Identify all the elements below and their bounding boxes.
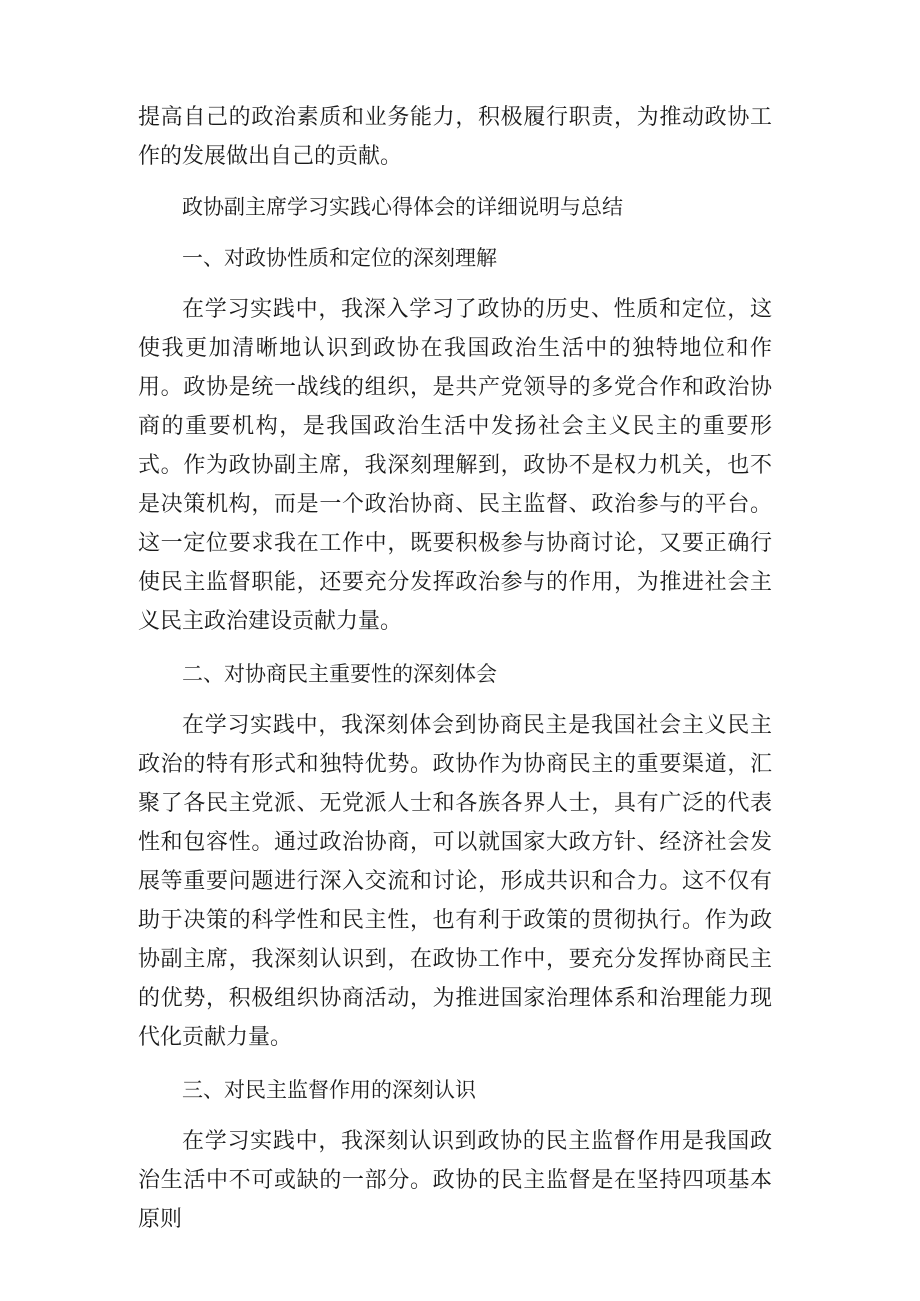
section-heading-2: 二、对协商民主重要性的深刻体会 <box>182 662 497 686</box>
document-page <box>138 98 772 1239</box>
section-body-1: 在学习实践中，我深入学习了政协的历史、性质和定位，这使我更加清晰地认识到政协在我国政治生活中的独特地位和作用。政协是统一战线的组织，是共产党领导的多党合作和政治协商的重要机构，是我国政治生活中发扬社会主义民主的重要形式。作为政协副主席，我深刻理解到，政协不是权力机关，也不是决策机构，而是一个政治协商、民主监督、政治参与的平台。这一定位要求我在工作中，既要积极参与协商讨论，又要正确行使民主监督职能，还要充分发挥政治参与的作用，为推进社会主义民主政治建设贡献力量。 <box>138 297 772 634</box>
section-body-2: 在学习实践中，我深刻体会到协商民主是我国社会主义民主政治的特有形式和独特优势。政协作为协商民主的重要渠道，汇聚了各民主党派、无党派人士和各族各界人士，具有广泛的代表性和包容性。通过政治协商，可以就国家大政方针、经济社会发展等重要问题进行深入交流和讨论，形成共识和合力。这不仅有助于决策的科学性和民主性，也有利于政策的贯彻执行。作为政协副主席，我深刻认识到，在政协工作中，要充分发挥协商民主的优势，积极组织协商活动，为推进国家治理体系和治理能力现代化贡献力量。 <box>138 713 772 1050</box>
continuation-paragraph: 提高自己的政治素质和业务能力，积极履行职责，为推动政协工作的发展做出自己的贡献。 <box>138 105 772 169</box>
document-title: 政协副主席学习实践心得体会的详细说明与总结 <box>182 195 623 219</box>
section-heading-1: 一、对政协性质和定位的深刻理解 <box>182 246 497 270</box>
section-heading-3: 三、对民主监督作用的深刻认识 <box>182 1078 476 1102</box>
section-body-3: 在学习实践中，我深刻认识到政协的民主监督作用是我国政治生活中不可或缺的一部分。政协的民主监督是在坚持四项基本原则 <box>138 1129 772 1232</box>
